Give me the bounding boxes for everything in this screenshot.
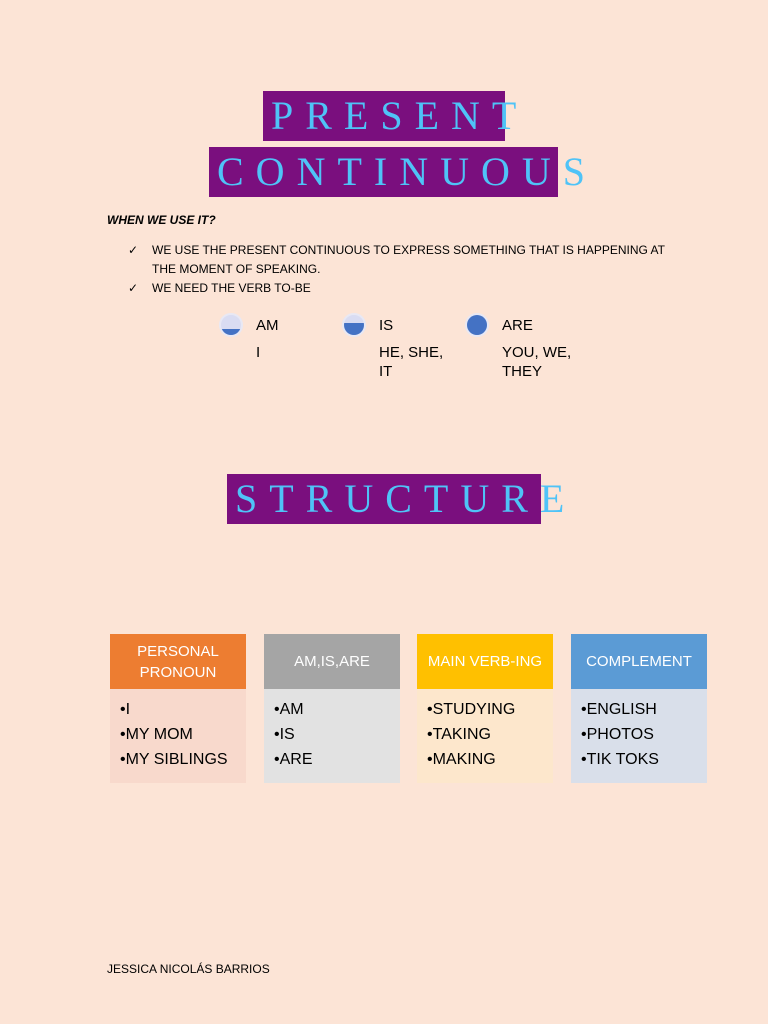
verb-am	[219, 313, 329, 383]
column-header: AM,IS,ARE	[264, 634, 400, 689]
verb-is	[342, 313, 452, 383]
usage-list	[128, 241, 688, 298]
column-header: MAIN VERB-ING	[417, 634, 553, 689]
list-item: •AM	[274, 701, 304, 718]
list-item: •TAKING	[427, 726, 491, 743]
column-body	[110, 689, 246, 783]
verb-subjects: HE, SHE, IT	[379, 344, 444, 380]
list-item: •STUDYING	[427, 701, 516, 718]
title-present: PRESENT	[263, 91, 505, 141]
list-item: •IS	[274, 726, 295, 743]
column-body	[417, 689, 553, 783]
title-continuous: CONTINUOUS	[209, 147, 558, 197]
list-item: •MAKING	[427, 751, 496, 768]
column-header: PERSONAL PRONOUN	[110, 634, 246, 689]
author-name: JESSICA NICOLÁS BARRIOS	[107, 962, 270, 976]
list-item	[128, 279, 688, 298]
verb-subjects: YOU, WE, THEY	[502, 344, 572, 380]
list-item: •TIK TOKS	[581, 751, 659, 768]
bullet-text: WE NEED THE VERB TO-BE	[152, 281, 311, 295]
circle-full-icon	[465, 313, 489, 337]
when-heading: WHEN WE USE IT?	[107, 213, 216, 227]
circle-half-icon	[342, 313, 366, 337]
list-item	[128, 241, 688, 279]
verb-label: IS	[379, 317, 394, 334]
structure-column-main-verb	[417, 634, 553, 783]
bullet-text: WE USE THE PRESENT CONTINUOUS TO EXPRESS SOMETHING THAT IS HAPPENING AT THE MOMENT OF SPEAKING.	[152, 243, 665, 276]
column-body	[264, 689, 400, 783]
column-body	[571, 689, 707, 783]
list-item: •I	[120, 701, 131, 718]
column-header: COMPLEMENT	[571, 634, 707, 689]
verb-label: AM	[256, 317, 279, 334]
list-item: •PHOTOS	[581, 726, 654, 743]
verb-label: ARE	[502, 317, 533, 334]
list-item: •MY SIBLINGS	[120, 751, 228, 768]
checkmark-icon: ✓	[128, 281, 139, 295]
verb-subjects: I	[256, 344, 261, 361]
list-item: •MY MOM	[120, 726, 193, 743]
list-item: •ENGLISH	[581, 701, 657, 718]
title-structure: STRUCTURE	[227, 474, 541, 524]
verb-are	[465, 313, 585, 383]
list-item: •ARE	[274, 751, 313, 768]
structure-column-to-be	[264, 634, 400, 783]
structure-column-complement	[571, 634, 707, 783]
circle-quarter-icon	[219, 313, 243, 337]
structure-column-pronoun	[110, 634, 246, 783]
checkmark-icon: ✓	[128, 243, 139, 257]
